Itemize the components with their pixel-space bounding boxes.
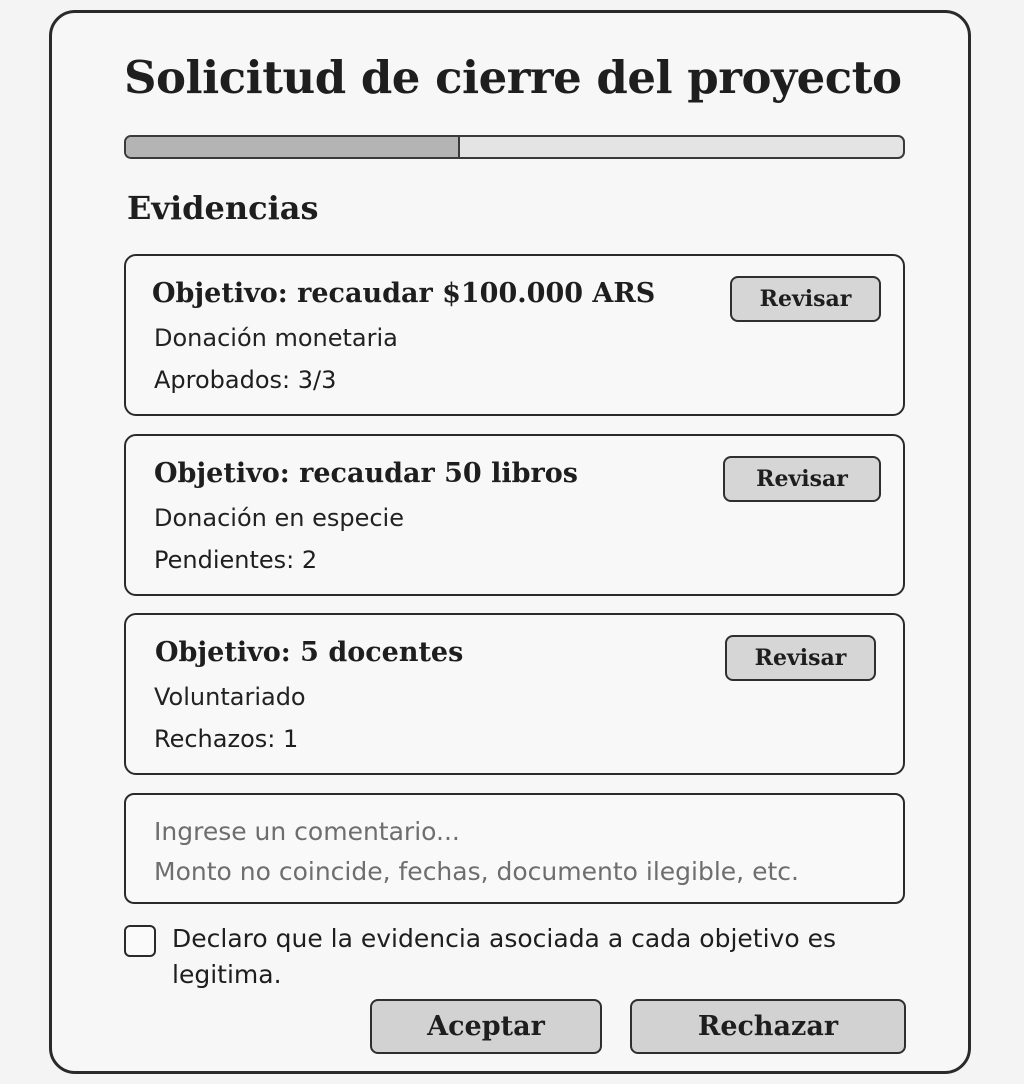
objective-card [124, 613, 905, 775]
objective-status: Pendientes: 2 [154, 546, 318, 574]
objective-type: Donación en especie [154, 504, 404, 532]
accept-button[interactable]: Aceptar [370, 999, 602, 1054]
progress-bar [124, 135, 905, 159]
review-button[interactable]: Revisar [725, 635, 876, 681]
comment-input[interactable] [124, 793, 905, 904]
objective-title: Objetivo: recaudar 50 libros [154, 458, 578, 489]
objective-status: Rechazos: 1 [154, 725, 299, 753]
dialog-title: Solicitud de cierre del proyecto [124, 51, 902, 104]
comment-placeholder: Ingrese un comentario... [154, 817, 460, 846]
comment-hint: Monto no coincide, fechas, documento ilegible, etc. [154, 857, 799, 886]
review-button[interactable]: Revisar [730, 276, 881, 322]
declaration-checkbox[interactable] [124, 925, 156, 957]
objective-type: Voluntariado [154, 683, 306, 711]
reject-button[interactable]: Rechazar [630, 999, 906, 1054]
declaration-label: Declaro que la evidencia asociada a cada objetivo es legitima. [172, 924, 836, 989]
progress-bar-fill [126, 137, 460, 157]
objective-title: Objetivo: recaudar $100.000 ARS [152, 278, 656, 309]
evidence-section-title: Evidencias [127, 189, 319, 227]
objective-title: Objetivo: 5 docentes [155, 637, 464, 668]
project-closure-dialog [49, 10, 971, 1074]
review-button[interactable]: Revisar [723, 456, 881, 502]
objective-card [124, 254, 905, 416]
objective-card [124, 434, 905, 596]
objective-type: Donación monetaria [154, 324, 398, 352]
objective-status: Aprobados: 3/3 [154, 366, 337, 394]
